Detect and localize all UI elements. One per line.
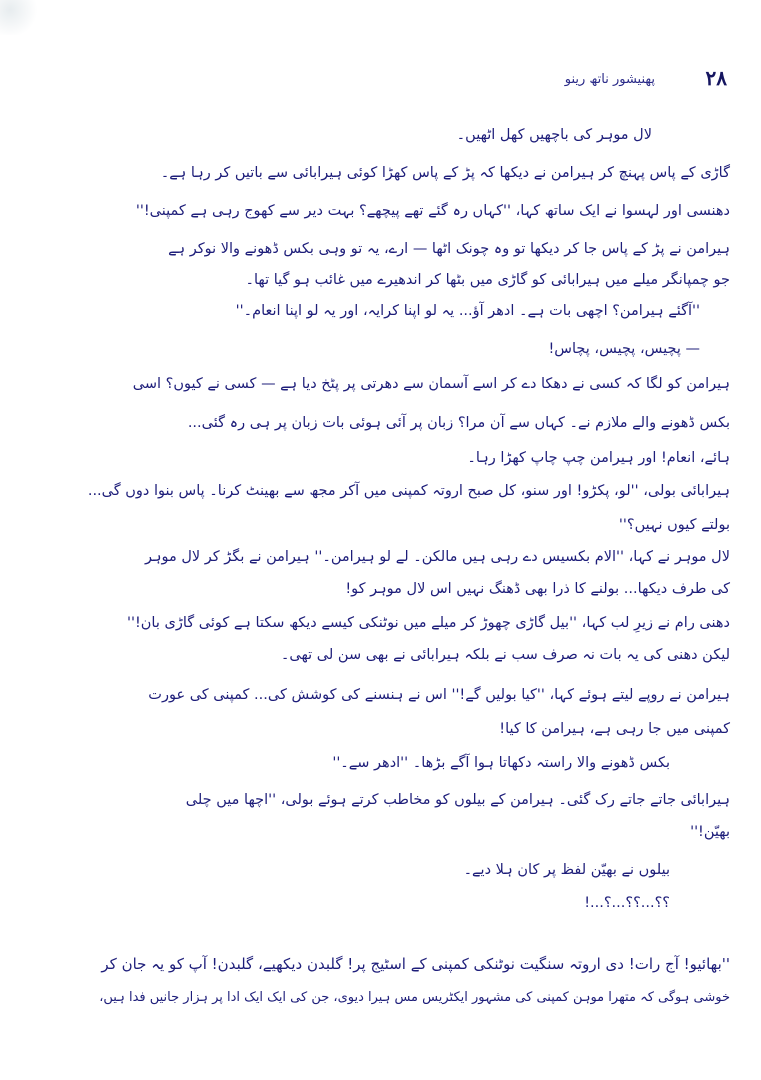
text-line: بیلوں نے بھیّن لفظ پر کان ہلا دیے۔ — [463, 862, 670, 878]
footer-text — [90, 952, 730, 1032]
text-line: — پچیس، پچیس، پچاس! — [548, 341, 700, 357]
text-line: دھنی رام نے زیرِ لب کہا، ''بیل گاڑی چھوڑ کر میلے میں نوٹنکی کیسے دیکھ سکتا ہے کوئی گاڑی بان!'' — [127, 615, 730, 631]
text-line: گاڑی کے پاس پہنچ کر ہیرامن نے دیکھا کہ پڑ کے پاس کھڑا کوئی ہیرابائی سے باتیں کر رہا ہے۔ — [160, 165, 730, 181]
text-line: لیکن دھنی کی یہ بات نہ صرف سب نے بلکہ ہیرابائی نے بھی سن لی تھی۔ — [280, 647, 730, 663]
text-line: ''آگئے ہیرامن؟ اچھی بات ہے۔ ادھر آؤ... یہ لو اپنا کرایہ، اور یہ لو اپنا انعام۔'' — [235, 303, 700, 319]
text-line: لال موہر کی باچھیں کھل اٹھیں۔ — [456, 127, 652, 143]
page-number: ۲۸ — [705, 66, 727, 90]
running-title: پھنیشور ناتھ رینو — [564, 72, 655, 87]
footer-line: خوشی ہوگی کہ متھرا موہن کمپنی کی مشہور ایکٹریس مس ہیرا دیوی، جن کی ایک ایک ادا پر ہزار جانیں فدا ہیں، — [99, 990, 730, 1005]
text-line: ہیرابائی جاتے جاتے رک گئی۔ ہیرامن کے بیلوں کو مخاطب کرتے ہوئے بولی، ''اچھا میں چلی — [185, 792, 730, 808]
scan-smudge — [0, 0, 40, 35]
text-line: ؟؟...؟؟...؟...! — [584, 895, 670, 911]
text-line: ہائے، انعام! اور ہیرامن چپ چاپ کھڑا رہا۔ — [467, 450, 730, 466]
text-line: کی طرف دیکھا... بولنے کا ذرا بھی ڈھنگ نہیں اس لال موہر کو! — [345, 581, 730, 597]
footer-line: ''بھائیو! آج رات! دی اروتہ سنگیت نوٹنکی کمپنی کے اسٹیج پر! گلبدن دیکھیے، گلبدن! آپ کو یہ جان کر — [101, 955, 730, 973]
text-line: ہیرامن کو لگا کہ کسی نے دھکا دے کر اسے آسمان سے دھرتی پر پٹخ دیا ہے — کسی نے کیوں؟ اسی — [132, 376, 730, 392]
text-line: جو چمپانگر میلے میں ہیرابائی کو گاڑی میں بٹھا کر اندھیرے میں غائب ہو گیا تھا۔ — [245, 272, 730, 288]
text-line: بکس ڈھونے والا راستہ دکھاتا ہوا آگے بڑھا۔ ''ادھر سے۔'' — [332, 755, 670, 771]
text-line: بولتے کیوں نہیں؟'' — [618, 517, 730, 533]
body-text — [78, 124, 730, 924]
text-line: ہیرامن نے پڑ کے پاس جا کر دیکھا تو وہ چونک اٹھا — ارے، یہ تو وہی بکس ڈھونے والا نوکر ہے — [168, 241, 730, 257]
text-line: کمپنی میں جا رہی ہے، ہیرامن کا کیا! — [499, 721, 730, 737]
text-line: بکس ڈھونے والے ملازم نے۔ کہاں سے آن مرا؟ زبان پر آئی ہوئی بات زبان پر ہی رہ گئی... — [187, 415, 730, 431]
text-line: ہیرامن نے روپے لیتے ہوئے کہا، ''کیا بولیں گے!'' اس نے ہنسنے کی کوشش کی... کمپنی کی عورت — [148, 687, 730, 703]
text-line: بھیّن!'' — [690, 824, 730, 840]
text-line: ہیرابائی بولی، ''لو، پکڑو! اور سنو، کل صبح اروتہ کمپنی میں آکر مجھ سے بھینٹ کرنا۔ پاس بنوا دوں گی... — [87, 483, 730, 499]
page-header — [495, 66, 727, 92]
text-line: دھنسی اور لہسوا نے ایک ساتھ کہا، ''کہاں رہ گئے تھے پیچھے؟ بہت دیر سے کھوج رہی ہے کمپنی!'' — [135, 203, 730, 219]
text-line: لال موہر نے کہا، ''الام بکسیس دے رہی ہیں مالکن۔ لے لو ہیرامن۔'' ہیرامن نے بگڑ کر لال موہر — [145, 549, 730, 565]
